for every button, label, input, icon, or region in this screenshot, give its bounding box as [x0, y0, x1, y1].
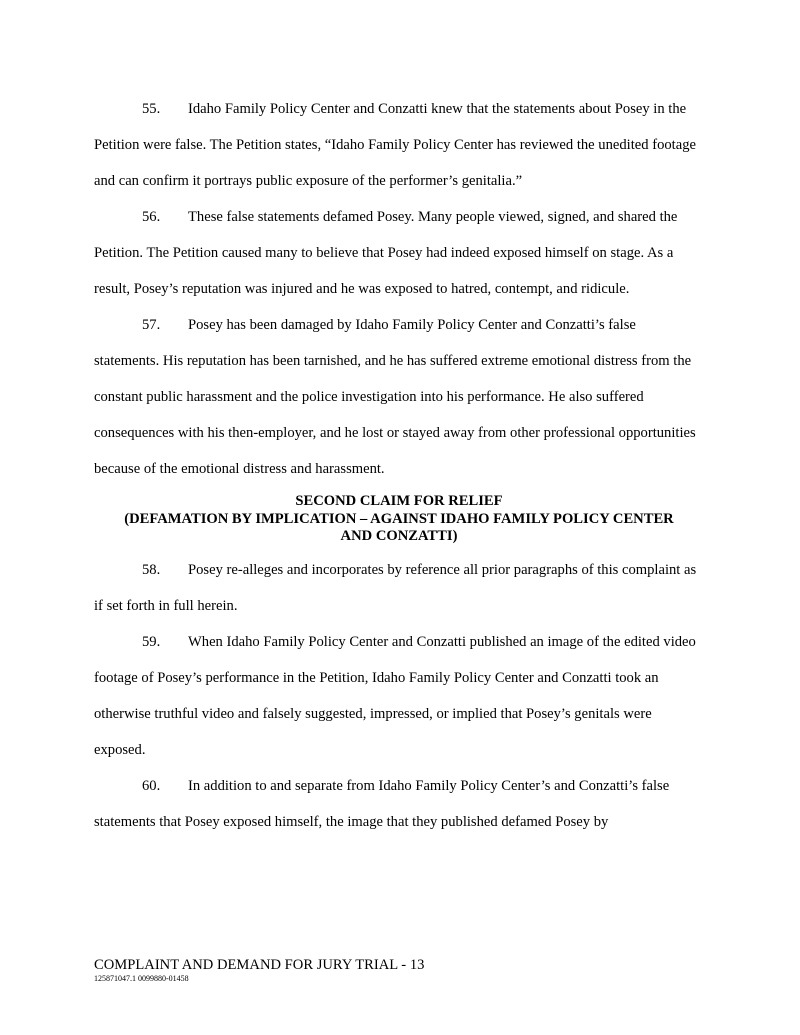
paragraph-text: Posey re-alleges and incorporates by reference all prior paragraphs of this complaint as if set forth in full herein. — [94, 561, 697, 614]
paragraph-number: 56. — [142, 209, 161, 225]
paragraph-text: These false statements defamed Posey. Many people viewed, signed, and shared the Petition. The Petition caused many to believe that Posey had indeed exposed himself on stage. As a result, Posey’s reputation was injured and he was exposed to hatred, contempt, and ridicule. — [94, 209, 678, 297]
claim-heading-line-3: AND CONZATTI) — [340, 528, 458, 544]
paragraph-60 — [94, 768, 704, 840]
claim-heading-line-2: (DEFAMATION BY IMPLICATION – AGAINST IDAHO FAMILY POLICY CENTER — [124, 510, 674, 527]
claim-heading — [94, 487, 704, 552]
paragraph-number: 58. — [142, 561, 161, 578]
footer-title: COMPLAINT AND DEMAND FOR JURY TRIAL - 13 — [94, 957, 425, 973]
paragraph-text: Idaho Family Policy Center and Conzatti knew that the statements about Posey in the Petition were false. The Petition states, “Idaho Family Policy Center has reviewed the unedited footage and can confirm it portrays public exposure of the performer’s genitalia.” — [94, 101, 696, 189]
claim-heading-line-1: SECOND CLAIM FOR RELIEF — [295, 493, 503, 509]
paragraph-57 — [94, 307, 704, 487]
paragraph-55 — [94, 91, 704, 199]
paragraph-number: 60. — [142, 777, 161, 794]
paragraph-text: Posey has been damaged by Idaho Family Policy Center and Conzatti’s false statements. His reputation has been tarnished, and he has suffered extreme emotional distress from the constant public harassment and the police investigation into his performance. He also suffered consequences with his then-employer, and he lost or stayed away from other professional opportunities because of the emotional distress and harassment. — [94, 317, 696, 477]
page-footer — [94, 956, 694, 984]
document-body — [94, 91, 704, 840]
paragraph-56 — [94, 199, 704, 307]
paragraph-58 — [94, 552, 704, 624]
footer-document-id: 125871047.1 0099880-01458 — [94, 974, 189, 983]
paragraph-59 — [94, 624, 704, 768]
paragraph-number: 59. — [142, 633, 161, 650]
paragraph-number: 55. — [142, 101, 161, 117]
paragraph-text: When Idaho Family Policy Center and Conzatti published an image of the edited video footage of Posey’s performance in the Petition, Idaho Family Policy Center and Conzatti took an otherwise truthful video and falsely suggested, impressed, or implied that Posey’s genitals were exposed. — [94, 633, 696, 758]
paragraph-text: In addition to and separate from Idaho Family Policy Center’s and Conzatti’s false statements that Posey exposed himself, the image that they published defamed Posey by — [94, 777, 670, 830]
paragraph-number: 57. — [142, 317, 161, 333]
